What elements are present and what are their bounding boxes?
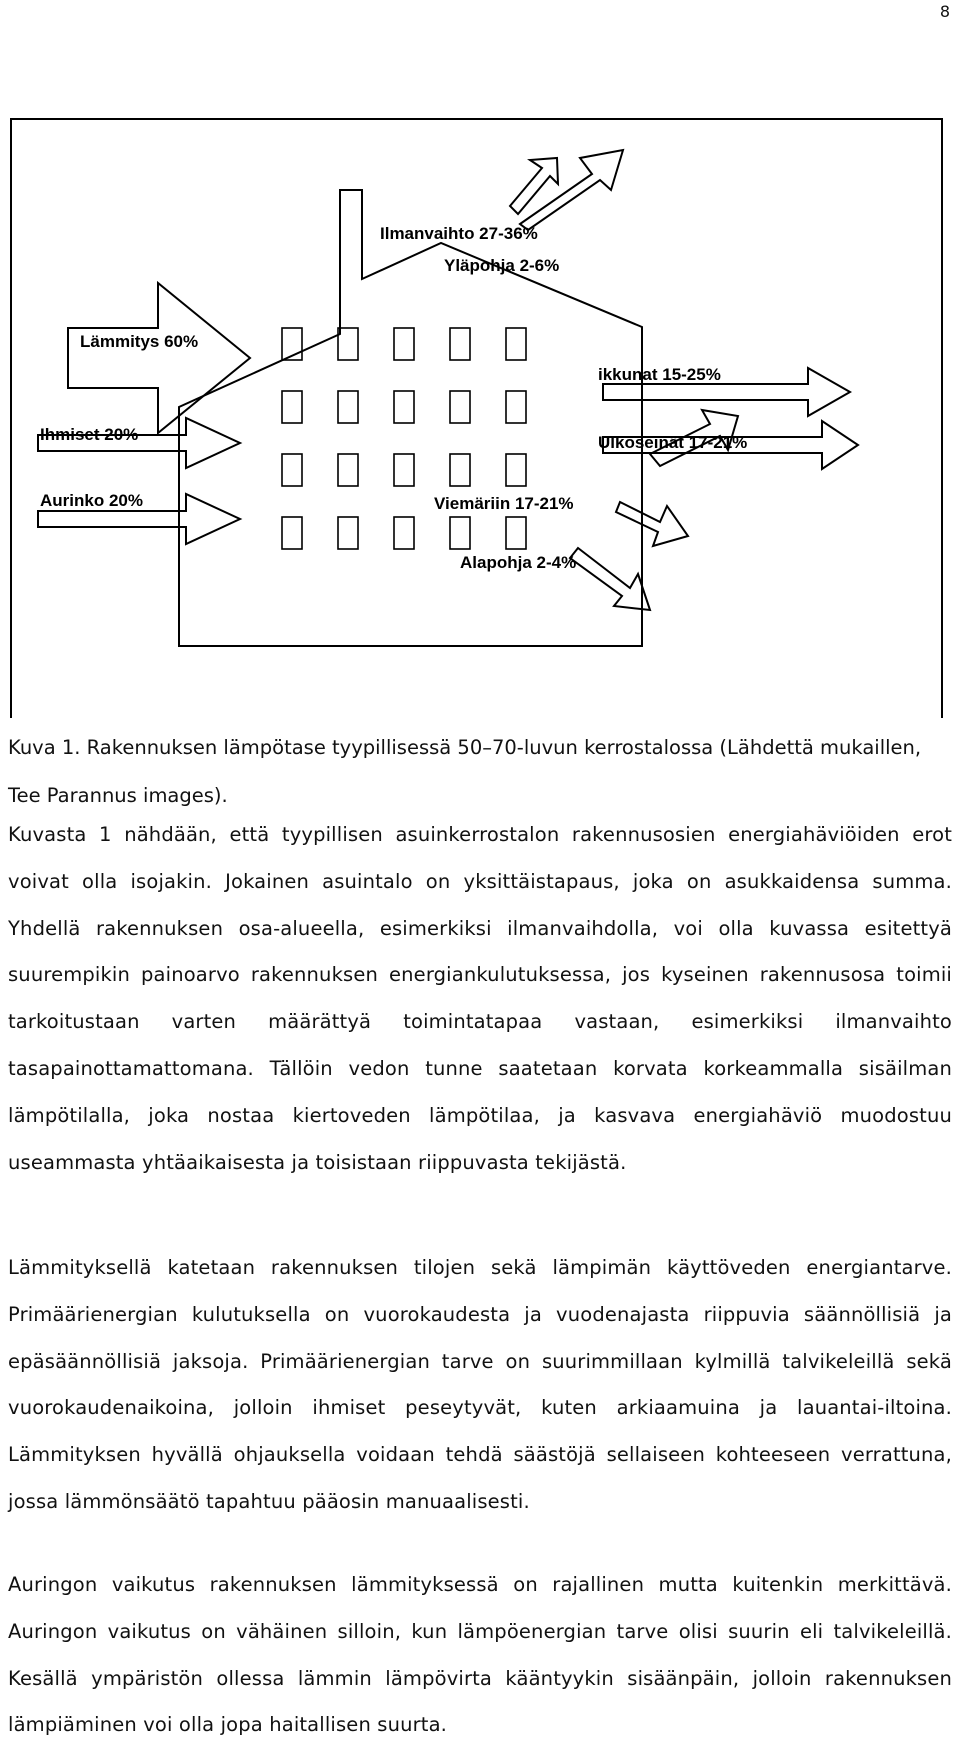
- window: [338, 517, 358, 549]
- figure-frame: [11, 119, 942, 718]
- window: [394, 517, 414, 549]
- page-number: 8: [939, 2, 950, 21]
- heat-balance-diagram: [10, 118, 944, 718]
- window: [506, 517, 526, 549]
- window: [394, 328, 414, 360]
- label-ylapohja: Yläpohja 2-6%: [444, 256, 560, 275]
- figure-caption: Kuva 1. Rakennuksen lämpötase tyypillisessä 50–70-luvun kerrostalossa (Lähdettä mukaillen, Tee Parannus images).: [8, 736, 922, 807]
- paragraph-3: Auringon vaikutus rakennuksen lämmityksessä on rajallinen mutta kuitenkin merkittävä. Auringon vaikutus on vähäinen silloin, kun lämpöenergian tarve olisi suurin eli talvikeleillä. Kesällä ympäristön ollessa lämmin lämpövirta kääntyykin sisäänpäin, jolloin rakennuksen lämpiäminen voi olla jopa haitallisen suurta.: [8, 1573, 952, 1737]
- arrow-ylapohja: [520, 150, 623, 230]
- label-ihmiset: Ihmiset 20%: [40, 425, 139, 444]
- paragraph-2: Lämmityksellä katetaan rakennuksen tilojen sekä lämpimän käyttöveden energiantarve. Primäärienergian kulutuksella on vuorokaudesta ja vuodenajasta riippuvia säännöllisiä ja epäsäännöllisiä jaksoja. Primäärienergian tarve on suurimmillaan kylmillä talvikeleillä sekä vuorokaudenaikoina, jolloin ihmiset peseytyvät, kuten arkiaamuina ja lauantai-iltoina. Lämmityksen hyvällä ohjauksella voidaan tehdä säästöjä sellaiseen kohteeseen verrattuna, jossa lämmönsäätö tapahtuu pääosin manuaalisesti.: [8, 1256, 952, 1513]
- window: [282, 454, 302, 486]
- window: [450, 517, 470, 549]
- window: [394, 454, 414, 486]
- label-aurinko: Aurinko 20%: [40, 491, 143, 510]
- window: [450, 391, 470, 423]
- arrow-lammitys: [68, 283, 250, 433]
- window: [450, 454, 470, 486]
- window: [282, 391, 302, 423]
- label-alapohja: Alapohja 2-4%: [460, 553, 577, 572]
- label-ilmanvaihto: Ilmanvaihto 27-36%: [380, 224, 538, 243]
- house-outline: [179, 190, 642, 646]
- arrow-ilmanvaihto: [510, 158, 558, 214]
- arrow-viemariin: [616, 502, 688, 546]
- window: [282, 517, 302, 549]
- windows: [282, 328, 526, 549]
- window: [394, 391, 414, 423]
- arrow-alapohja: [570, 548, 650, 610]
- window: [506, 328, 526, 360]
- heat-balance-figure: [10, 118, 944, 718]
- window: [338, 454, 358, 486]
- window: [450, 328, 470, 360]
- label-viemariin: Viemäriin 17-21%: [434, 494, 574, 513]
- window: [506, 454, 526, 486]
- window: [506, 391, 526, 423]
- label-ulkoseinat: Ulkoseinät 17-21%: [598, 433, 748, 452]
- label-ikkunat: ikkunat 15-25%: [598, 365, 721, 384]
- paragraph-1: Kuvasta 1 nähdään, että tyypillisen asuinkerrostalon rakennusosien energiahäviöiden erot voivat olla isojakin. Jokainen asuintalo on yksittäistapaus, joka on asukkaidensa summa. Yhdellä rakennuksen osa-alueella, esimerkiksi ilmanvaihdolla, voi olla kuvassa esitettyä suurempikin painoarvo rakennuksen energiankulutuksessa, jos kyseinen rakennusosa toimii tarkoitustaan varten määrättyä toimintatapaa vastaan, esimerkiksi ilmanvaihto tasapainottamattomana. Tällöin vedon tunne saatetaan korvata korkeammalla sisäilman lämpötilalla, joka nostaa kiertoveden lämpötilaa, ja kasvava energiahäviö muodostuu useammasta yhtäaikaisesta ja toisistaan riippuvasta tekijästä.: [8, 823, 952, 1174]
- label-lammitys: Lämmitys 60%: [80, 332, 199, 351]
- window: [338, 391, 358, 423]
